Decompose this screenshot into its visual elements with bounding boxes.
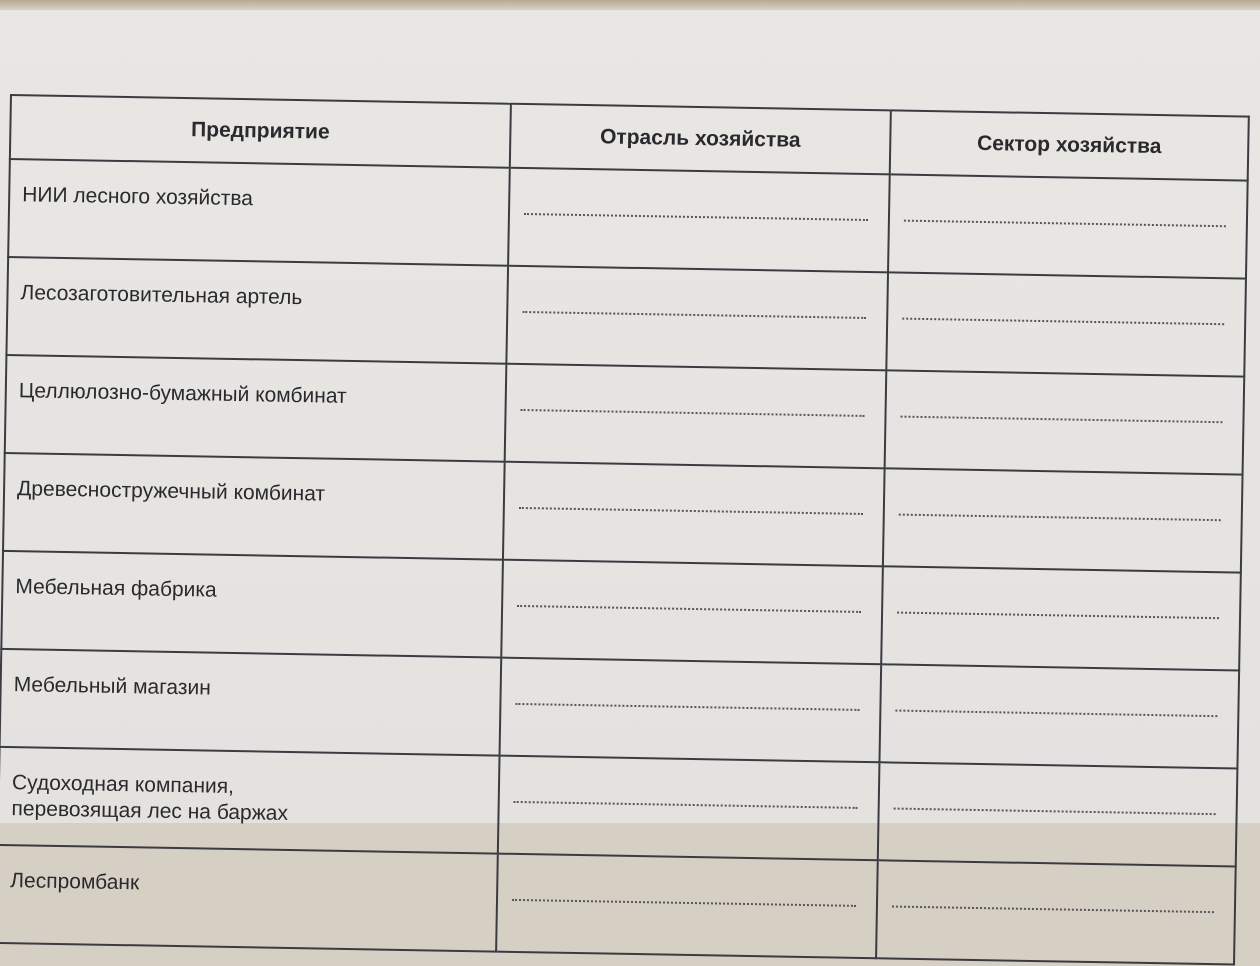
answer-dotted-line[interactable] [897, 612, 1219, 620]
enterprise-name: Мебельная фабрика [15, 575, 217, 602]
industry-answer-cell[interactable] [503, 462, 885, 567]
answer-dotted-line[interactable] [522, 311, 866, 319]
enterprise-cell [3, 453, 505, 560]
header-sector: Сектор хозяйства [890, 110, 1249, 180]
sector-answer-cell[interactable] [885, 370, 1245, 474]
enterprise-name: Мебельный магазин [13, 673, 211, 700]
table-row [0, 845, 1236, 965]
industry-answer-cell[interactable] [508, 168, 890, 273]
answer-dotted-line[interactable] [517, 605, 861, 613]
industry-answer-cell[interactable] [506, 266, 888, 371]
answer-dotted-line[interactable] [904, 220, 1226, 228]
enterprise-cell [0, 747, 500, 854]
answer-dotted-line[interactable] [899, 514, 1221, 522]
enterprise-name: Целлюлозно-бумажный комбинат [18, 379, 347, 408]
sector-answer-cell[interactable] [878, 762, 1238, 866]
answer-dotted-line[interactable] [892, 906, 1214, 914]
industry-answer-cell[interactable] [498, 756, 880, 861]
enterprise-name: Леспромбанк [10, 869, 140, 895]
answer-dotted-line[interactable] [902, 318, 1224, 326]
enterprise-cell [1, 551, 503, 658]
industry-answer-cell[interactable] [505, 364, 887, 469]
worksheet-area [0, 94, 1248, 895]
enterprise-cell [0, 649, 501, 756]
answer-dotted-line[interactable] [521, 409, 865, 417]
enterprise-cell [6, 257, 508, 364]
answer-dotted-line[interactable] [512, 899, 856, 907]
enterprise-cell [0, 845, 498, 952]
page-top-edge [0, 0, 1260, 10]
industry-answer-cell[interactable] [501, 560, 883, 665]
sector-answer-cell[interactable] [883, 468, 1243, 572]
sector-answer-cell[interactable] [881, 566, 1241, 670]
header-industry: Отрасль хозяйства [510, 104, 891, 175]
answer-dotted-line[interactable] [894, 808, 1216, 816]
answer-dotted-line[interactable] [900, 416, 1222, 424]
header-enterprise: Предприятие [10, 95, 511, 168]
enterprise-cell [8, 159, 510, 266]
enterprise-classification-table [0, 94, 1250, 966]
sector-answer-cell[interactable] [886, 272, 1246, 376]
enterprise-name: Лесозаготовительная артель [20, 281, 303, 310]
answer-dotted-line[interactable] [519, 507, 863, 515]
answer-dotted-line[interactable] [515, 703, 859, 711]
enterprise-name: Судоходная компания, перевозящая лес на баржах [11, 771, 289, 825]
industry-answer-cell[interactable] [500, 658, 882, 763]
answer-dotted-line[interactable] [514, 801, 858, 809]
enterprise-name: НИИ лесного хозяйства [22, 183, 254, 211]
enterprise-cell [5, 355, 507, 462]
sector-answer-cell[interactable] [888, 174, 1248, 278]
sector-answer-cell[interactable] [876, 860, 1236, 964]
enterprise-name: Древесностружечный комбинат [16, 477, 326, 506]
answer-dotted-line[interactable] [895, 710, 1217, 718]
answer-dotted-line[interactable] [524, 213, 868, 221]
industry-answer-cell[interactable] [496, 854, 878, 959]
sector-answer-cell[interactable] [879, 664, 1239, 768]
